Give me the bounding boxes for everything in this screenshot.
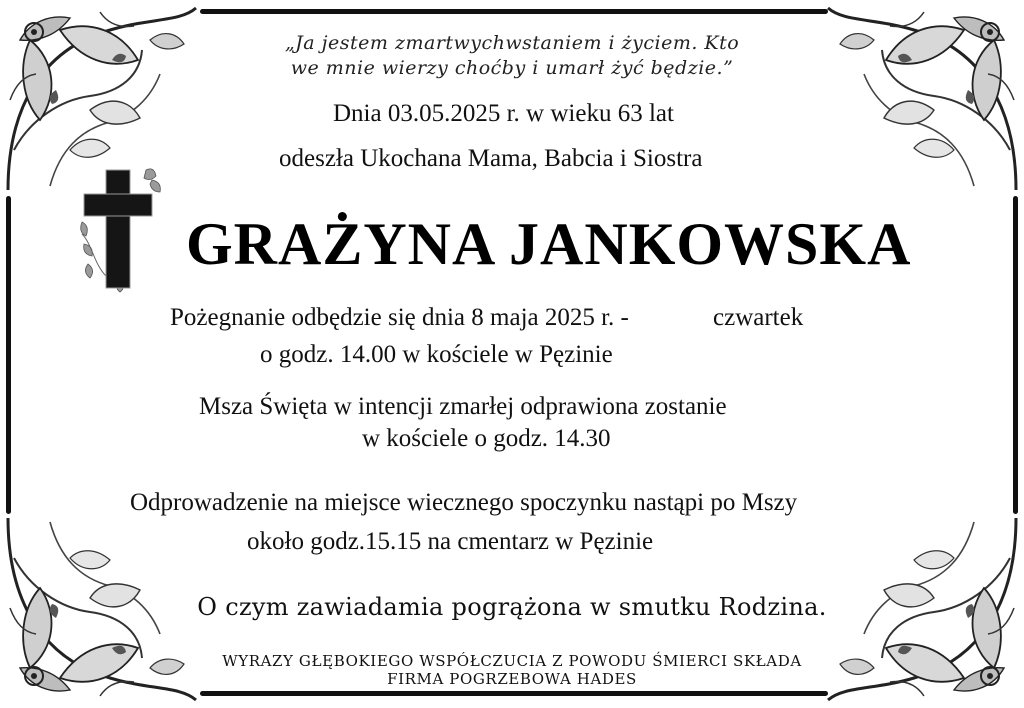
quote-line-1: „Ja jestem zmartwychwstaniem i życiem. Kto [284,32,740,54]
quote-line-2: we mnie wierzy choćby i umarł żyć będzie.” [290,57,734,79]
top-border-rule [200,9,828,14]
cross-icon [76,164,168,294]
left-border-rule [6,196,11,514]
farewell-line-2: o godz. 14.00 w kościele w Pęzinie [260,341,613,368]
mass-line-2: w kościele o godz. 14.30 [362,425,611,452]
mass-line-1: Msza Święta w intencji zmarłej odprawiona zostanie [199,393,727,420]
deceased-name: GRAŻYNA JANKOWSKA [186,211,912,277]
footer-company-line: FIRMA POGRZEBOWA HADES [387,670,637,688]
farewell-line-1: Pożegnanie odbędzie się dnia 8 maja 2025 r. - [170,304,629,331]
floral-corner-top-right-icon [824,0,1024,200]
procession-line-1: Odprowadzenie na miejsce wiecznego spoczynku nastąpi po Mszy [130,489,798,516]
bottom-border-rule [200,691,828,696]
footer-condolence-line: WYRAZY GŁĘBOKIEGO WSPÓŁCZUCIA Z POWODU ŚMIERCI SKŁADA [222,652,802,670]
farewell-weekday: czwartek [713,304,804,331]
family-closing-line: O czym zawiadamia pogrążona w smutku Rodzina. [197,593,827,621]
death-date-line: Dnia 03.05.2025 r. w wieku 63 lat [333,100,674,127]
relation-line: odeszła Ukochana Mama, Babcia i Siostra [279,145,703,172]
right-border-rule [1013,196,1018,514]
procession-line-2: około godz.15.15 na cmentarz w Pęzinie [247,528,654,555]
